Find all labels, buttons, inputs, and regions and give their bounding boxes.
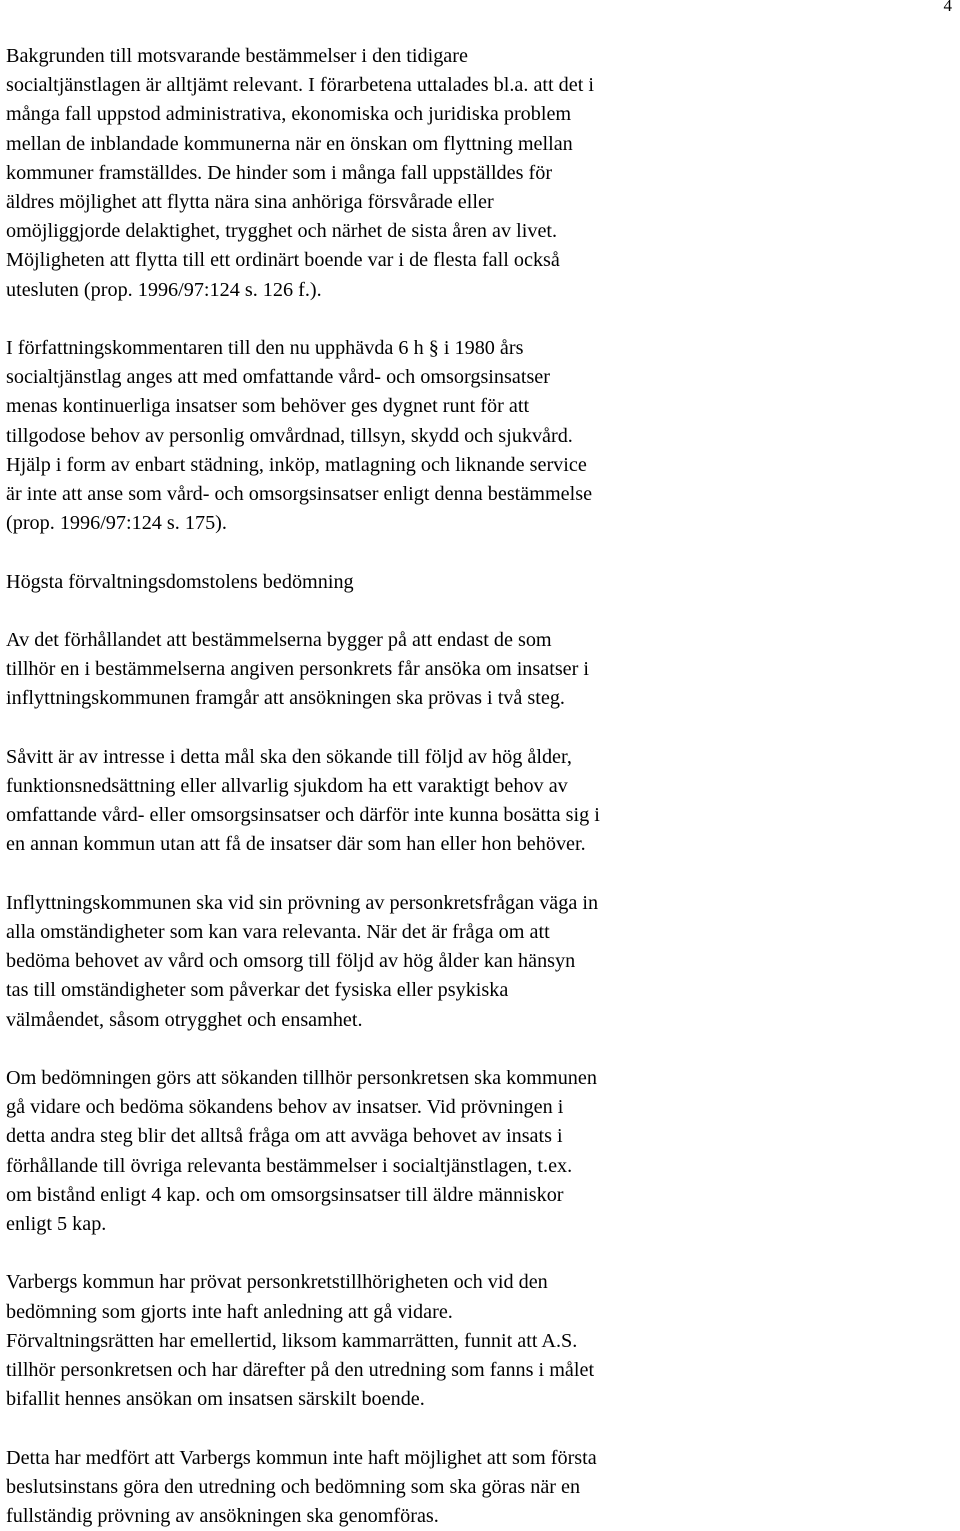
text-line: menas kontinuerliga insatser som behöver ges dygnet runt för att: [6, 395, 530, 418]
text-line: Förvaltningsrätten har emellertid, liksom kammarrätten, funnit att A.S.: [6, 1329, 578, 1352]
text-line: Bakgrunden till motsvarande bestämmelser i den tidigare: [6, 45, 468, 67]
text-line: bifallit hennes ansökan om insatsen särskilt boende.: [6, 1388, 425, 1411]
text-line: Möjligheten att flytta till ett ordinärt boende var i de flesta fall också: [6, 249, 560, 272]
paragraph: [6, 1444, 766, 1531]
text-line: Om bedömningen görs att sökanden tillhör personkretsen ska kommunen: [6, 1067, 597, 1090]
paragraph: [6, 1268, 766, 1414]
text-line: I författningskommentaren till den nu upphävda 6 h § i 1980 års: [6, 337, 524, 360]
text-line: kommuner framställdes. De hinder som i många fall uppställdes för: [6, 161, 553, 184]
section-heading: Högsta förvaltningsdomstolens bedömning: [6, 570, 354, 593]
paragraph: [6, 743, 766, 860]
text-line: socialtjänstlag anges att med omfattande vård- och omsorgsinsatser: [6, 366, 550, 389]
text-line: Hjälp i form av enbart städning, inköp, matlagning och liknande service: [6, 453, 587, 476]
text-line: omfattande vård- eller omsorgsinsatser och därför inte kunna bosätta sig i: [6, 804, 600, 827]
text-line: inflyttningskommunen framgår att ansökningen ska prövas i två steg.: [6, 687, 565, 710]
text-line: förhållande till övriga relevanta bestämmelser i socialtjänstlagen, t.ex.: [6, 1154, 573, 1177]
text-line: utesluten (prop. 1996/97:124 s. 126 f.).: [6, 278, 322, 301]
text-line: är inte att anse som vård- och omsorgsinsatser enligt denna bestämmelse: [6, 483, 593, 506]
text-line: mellan de inblandade kommunerna när en önskan om flyttning mellan: [6, 132, 573, 155]
text-line: enligt 5 kap.: [6, 1213, 107, 1236]
text-line: funktionsnedsättning eller allvarlig sjukdom ha ett varaktigt behov av: [6, 775, 568, 798]
text-line: tillhör personkretsen och har därefter på den utredning som fanns i målet: [6, 1359, 595, 1382]
paragraph: [6, 889, 766, 1035]
document-body: [6, 42, 766, 1531]
text-line: Såvitt är av intresse i detta mål ska den sökande till följd av hög ålder,: [6, 745, 572, 768]
paragraph: [6, 1064, 766, 1239]
paragraph: [6, 626, 766, 714]
paragraph: [6, 334, 766, 538]
text-line: Detta har medfört att Varbergs kommun inte haft möjlighet att som första: [6, 1446, 597, 1469]
text-line: socialtjänstlagen är alltjämt relevant. I förarbetena uttalades bl.a. att det i: [6, 74, 594, 97]
text-line: beslutsinstans göra den utredning och bedömning som ska göras när en: [6, 1475, 581, 1498]
text-line: alla omständigheter som kan vara relevanta. När det är fråga om att: [6, 921, 550, 944]
text-line: välmåendet, såsom otrygghet och ensamhet.: [6, 1008, 363, 1031]
text-line: (prop. 1996/97:124 s. 175).: [6, 512, 227, 535]
text-line: detta andra steg blir det alltså fråga om att avväga behovet av insats i: [6, 1125, 563, 1148]
text-line: gå vidare och bedöma sökandens behov av insatser. Vid prövningen i: [6, 1096, 564, 1119]
page-number: 4: [943, 0, 952, 15]
text-line: Inflyttningskommunen ska vid sin prövning av personkretsfrågan väga in: [6, 891, 599, 914]
text-line: fullständig prövning av ansökningen ska genomföras.: [6, 1505, 439, 1528]
text-line: tas till omständigheter som påverkar det fysiska eller psykiska: [6, 979, 509, 1002]
text-line: tillgodose behov av personlig omvårdnad, tillsyn, skydd och sjukvård.: [6, 424, 573, 447]
paragraph: [6, 42, 766, 305]
text-line: många fall uppstod administrativa, ekonomiska och juridiska problem: [6, 103, 572, 126]
text-line: Varbergs kommun har prövat personkretstillhörigheten och vid den: [6, 1271, 548, 1294]
text-line: bedöma behovet av vård och omsorg till följd av hög ålder kan hänsyn: [6, 950, 576, 973]
text-line: bedömning som gjorts inte haft anledning att gå vidare.: [6, 1300, 453, 1323]
text-line: Av det förhållandet att bestämmelserna bygger på att endast de som: [6, 629, 552, 652]
text-line: om bistånd enligt 4 kap. och om omsorgsinsatser till äldre människor: [6, 1183, 564, 1206]
text-line: en annan kommun utan att få de insatser där som han eller hon behöver.: [6, 833, 586, 856]
text-line: omöjliggjorde delaktighet, trygghet och närhet de sista åren av livet.: [6, 220, 558, 243]
text-line: tillhör en i bestämmelserna angiven personkrets får ansöka om insatser i: [6, 658, 590, 681]
text-line: äldres möjlighet att flytta nära sina anhöriga försvårade eller: [6, 191, 494, 214]
